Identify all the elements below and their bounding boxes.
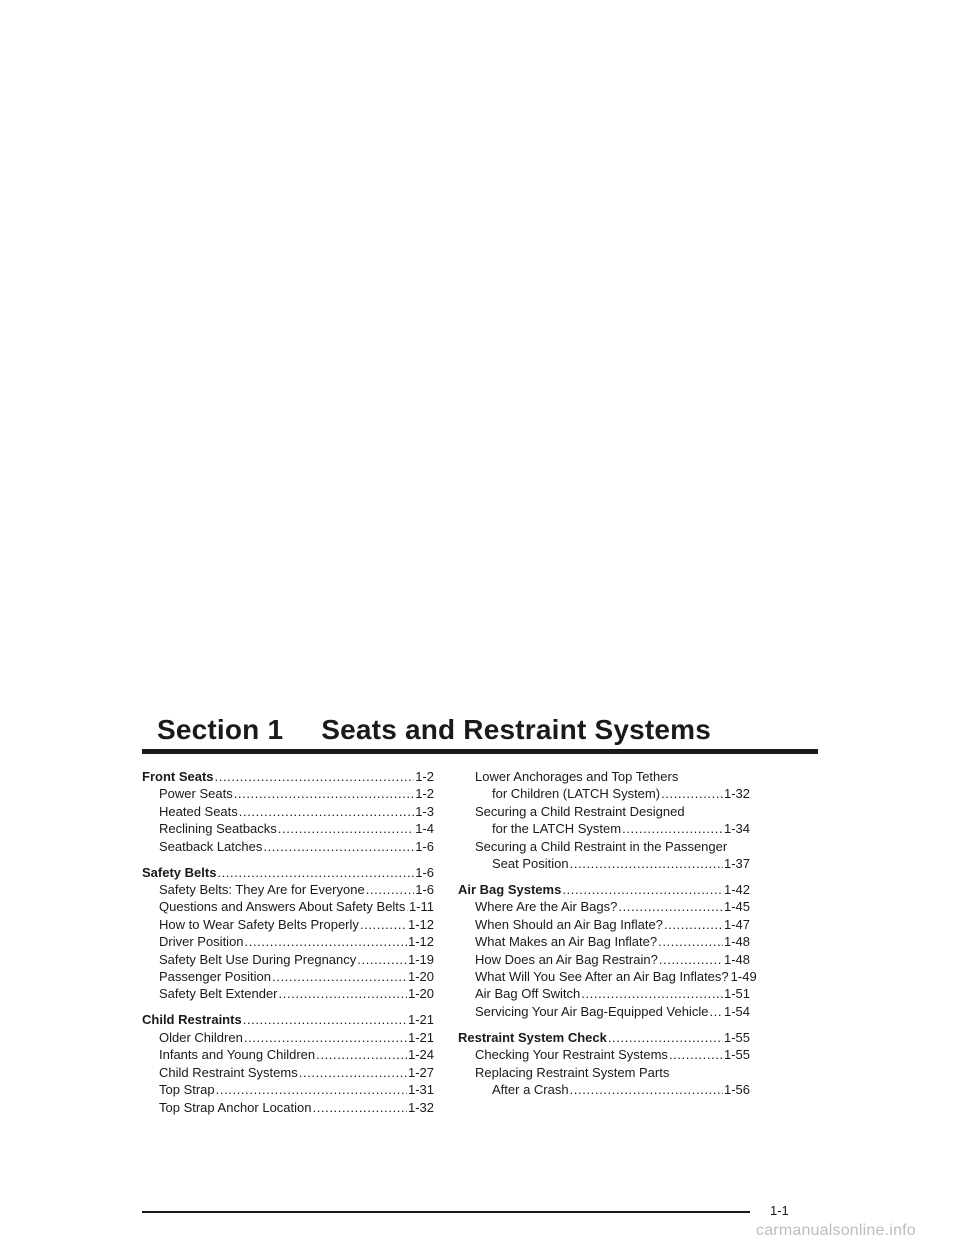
toc-entry-text: Lower Anchorages and Top Tethers: [475, 769, 679, 784]
toc-page-number: 1-12: [407, 934, 434, 950]
toc-page-number: 1-2: [415, 769, 434, 784]
toc-entry-text: Child Restraints: [142, 1012, 242, 1028]
dot-leader: [215, 768, 415, 785]
toc-entry-text: Checking Your Restraint Systems: [475, 1047, 668, 1063]
toc-entry-text: Restraint System Check: [458, 1029, 607, 1045]
toc-entry-text: Passenger Position: [159, 969, 272, 985]
toc-page-number: 1-32: [407, 1099, 434, 1115]
toc-entry-text: Securing a Child Restraint in the Passenger: [475, 838, 728, 854]
toc-entry: [142, 916, 434, 933]
dot-leader: [360, 916, 407, 933]
toc-entry-text: Servicing Your Air Bag-Equipped Vehicle: [475, 1003, 709, 1019]
toc-entry: [142, 881, 434, 898]
dot-leader: [664, 916, 723, 933]
toc-page-number: 1-47: [723, 916, 750, 932]
toc-heading: [458, 881, 750, 898]
toc-entry-text: After a Crash: [492, 1082, 569, 1098]
toc-page-number: 1-20: [407, 969, 434, 985]
dot-leader: [562, 881, 723, 898]
toc-page-number: 1-12: [407, 916, 434, 932]
dot-leader: [658, 933, 723, 950]
dot-leader: [279, 985, 407, 1002]
toc-entry: [458, 898, 750, 915]
dot-leader: [622, 820, 723, 837]
toc-entry: [142, 985, 434, 1002]
toc-entry: [458, 1046, 750, 1063]
toc-entry: [142, 1064, 434, 1081]
watermark: carmanualsonline.info: [756, 1222, 916, 1239]
toc-page-number: 1-55: [723, 1047, 750, 1063]
toc-entry-text: Safety Belt Use During Pregnancy: [159, 951, 357, 967]
toc-page-number: 1-51: [723, 986, 750, 1002]
dot-leader: [581, 985, 723, 1002]
toc-heading: [458, 1029, 750, 1046]
section-title: [0, 714, 868, 746]
dot-leader: [669, 1046, 723, 1063]
toc-heading: [142, 768, 434, 785]
toc-entry-text: Top Strap Anchor Location: [159, 1099, 312, 1115]
toc-entry-text: Driver Position: [159, 934, 244, 950]
toc-entry: [458, 768, 750, 803]
toc-entry: [458, 1003, 750, 1020]
toc-entry: [142, 1029, 434, 1046]
dot-leader: [272, 968, 407, 985]
toc-heading: [142, 1011, 434, 1028]
toc-page-number: 1-32: [723, 786, 750, 802]
toc-entry: [142, 1099, 434, 1116]
toc-entry-text: Top Strap: [159, 1082, 215, 1098]
toc-entry-text: Questions and Answers About Safety Belts: [159, 899, 406, 915]
toc-page-number: 1-21: [407, 1012, 434, 1028]
toc-entry-text: Safety Belts: They Are for Everyone: [159, 882, 365, 898]
toc-entry-text: How to Wear Safety Belts Properly: [159, 916, 359, 932]
toc-entry-text: Where Are the Air Bags?: [475, 899, 618, 915]
toc-page-number: 1-48: [723, 934, 750, 950]
toc-entry-text: Seat Position: [492, 856, 569, 872]
dot-leader: [661, 785, 723, 802]
toc-page-number: 1-34: [723, 821, 750, 837]
dot-leader: [608, 1029, 723, 1046]
dot-leader: [243, 1011, 407, 1028]
toc-entry: [458, 1064, 750, 1099]
toc-entry-text: Air Bag Off Switch: [475, 986, 581, 1002]
section-name: Seats and Restraint Systems: [321, 714, 712, 745]
toc-right-column: [458, 768, 757, 1099]
toc-entry-text: Safety Belts: [142, 864, 217, 880]
dot-leader: [709, 1003, 723, 1020]
toc-entry-text: Seatback Latches: [159, 838, 263, 854]
toc-entry-text: When Should an Air Bag Inflate?: [475, 916, 663, 932]
toc-entry-text: Child Restraint Systems: [159, 1064, 298, 1080]
dot-leader: [239, 803, 414, 820]
toc-entry: [142, 898, 434, 915]
toc-entry: [142, 785, 434, 802]
toc-page-number: 1-21: [407, 1029, 434, 1045]
toc-entry-text: Replacing Restraint System Parts: [475, 1064, 670, 1080]
toc-page-number: 1-6: [415, 864, 434, 880]
toc-entry-text: for the LATCH System: [492, 821, 622, 837]
toc-entry: [142, 1081, 434, 1098]
toc-entry: [142, 1046, 434, 1063]
toc-heading: [142, 864, 434, 881]
toc-entry-text: for Children (LATCH System): [492, 786, 661, 802]
toc-entry: [142, 933, 434, 950]
toc-page-number: 1-11: [408, 899, 434, 915]
dot-leader: [234, 785, 415, 802]
toc-page-number: 1-3: [415, 803, 434, 819]
toc-page-number: 1-55: [723, 1029, 750, 1045]
dot-leader: [217, 864, 414, 881]
dot-leader: [299, 1064, 407, 1081]
dot-leader: [313, 1099, 407, 1116]
dot-leader: [406, 898, 408, 915]
toc-page-number: 1-56: [723, 1082, 750, 1098]
page-number: 1-1: [770, 1203, 789, 1218]
toc-entry-text: How Does an Air Bag Restrain?: [475, 951, 658, 967]
dot-leader: [316, 1046, 407, 1063]
toc-page-number: 1-27: [407, 1064, 434, 1080]
dot-leader: [245, 933, 407, 950]
section-number: Section 1: [156, 714, 284, 745]
toc-page-number: 1-54: [723, 1003, 750, 1019]
toc-page-number: 1-45: [723, 899, 750, 915]
toc-entry-text: Older Children: [159, 1029, 243, 1045]
toc-entry-text: Power Seats: [159, 786, 233, 802]
toc-entry: [458, 968, 757, 985]
dot-leader: [366, 881, 415, 898]
toc-entry-text: What Will You See After an Air Bag Inflates?: [475, 969, 729, 985]
toc-entry: [458, 985, 750, 1002]
dot-leader: [357, 951, 407, 968]
toc-page-number: 1-24: [407, 1047, 434, 1063]
toc-page-number: 1-4: [415, 821, 434, 837]
toc-entry-text: Heated Seats: [159, 803, 238, 819]
toc-entry-text: Reclining Seatbacks: [159, 821, 277, 837]
toc-page-number: 1-6: [415, 838, 434, 854]
dot-leader: [278, 820, 414, 837]
title-rule: [142, 749, 818, 754]
toc-entry: [458, 933, 750, 950]
toc-page-number: 1-19: [407, 951, 434, 967]
toc-page-number: 1-42: [723, 882, 750, 898]
toc-entry-text: Front Seats: [142, 769, 214, 784]
toc-entry: [142, 968, 434, 985]
toc-entry: [458, 951, 750, 968]
dot-leader: [618, 898, 723, 915]
toc-entry: [142, 838, 434, 855]
toc-entry-text: Air Bag Systems: [458, 882, 562, 898]
dot-leader: [659, 951, 723, 968]
toc-page-number: 1-2: [415, 786, 434, 802]
toc-entry-text: Securing a Child Restraint Designed: [475, 803, 685, 819]
toc-page-number: 1-6: [415, 882, 434, 898]
toc-entry: [458, 803, 750, 838]
dot-leader: [216, 1081, 407, 1098]
toc-entry: [142, 820, 434, 837]
dot-leader: [570, 1081, 723, 1098]
toc-page-number: 1-20: [407, 986, 434, 1002]
toc-entry-text: Infants and Young Children: [159, 1047, 316, 1063]
toc-page-number: 1-37: [723, 856, 750, 872]
toc-entry-text: What Makes an Air Bag Inflate?: [475, 934, 658, 950]
footer-rule: [142, 1211, 750, 1213]
toc-left-column: [142, 768, 434, 1116]
toc-entry: [142, 951, 434, 968]
toc-entry: [458, 916, 750, 933]
toc-page-number: 1-48: [723, 951, 750, 967]
toc-page-number: 1-49: [730, 969, 757, 985]
dot-leader: [263, 838, 414, 855]
toc-entry: [458, 838, 750, 873]
dot-leader: [570, 855, 723, 872]
dot-leader: [244, 1029, 407, 1046]
toc-entry-text: Safety Belt Extender: [159, 986, 278, 1002]
toc-page-number: 1-31: [407, 1082, 434, 1098]
toc-entry: [142, 803, 434, 820]
